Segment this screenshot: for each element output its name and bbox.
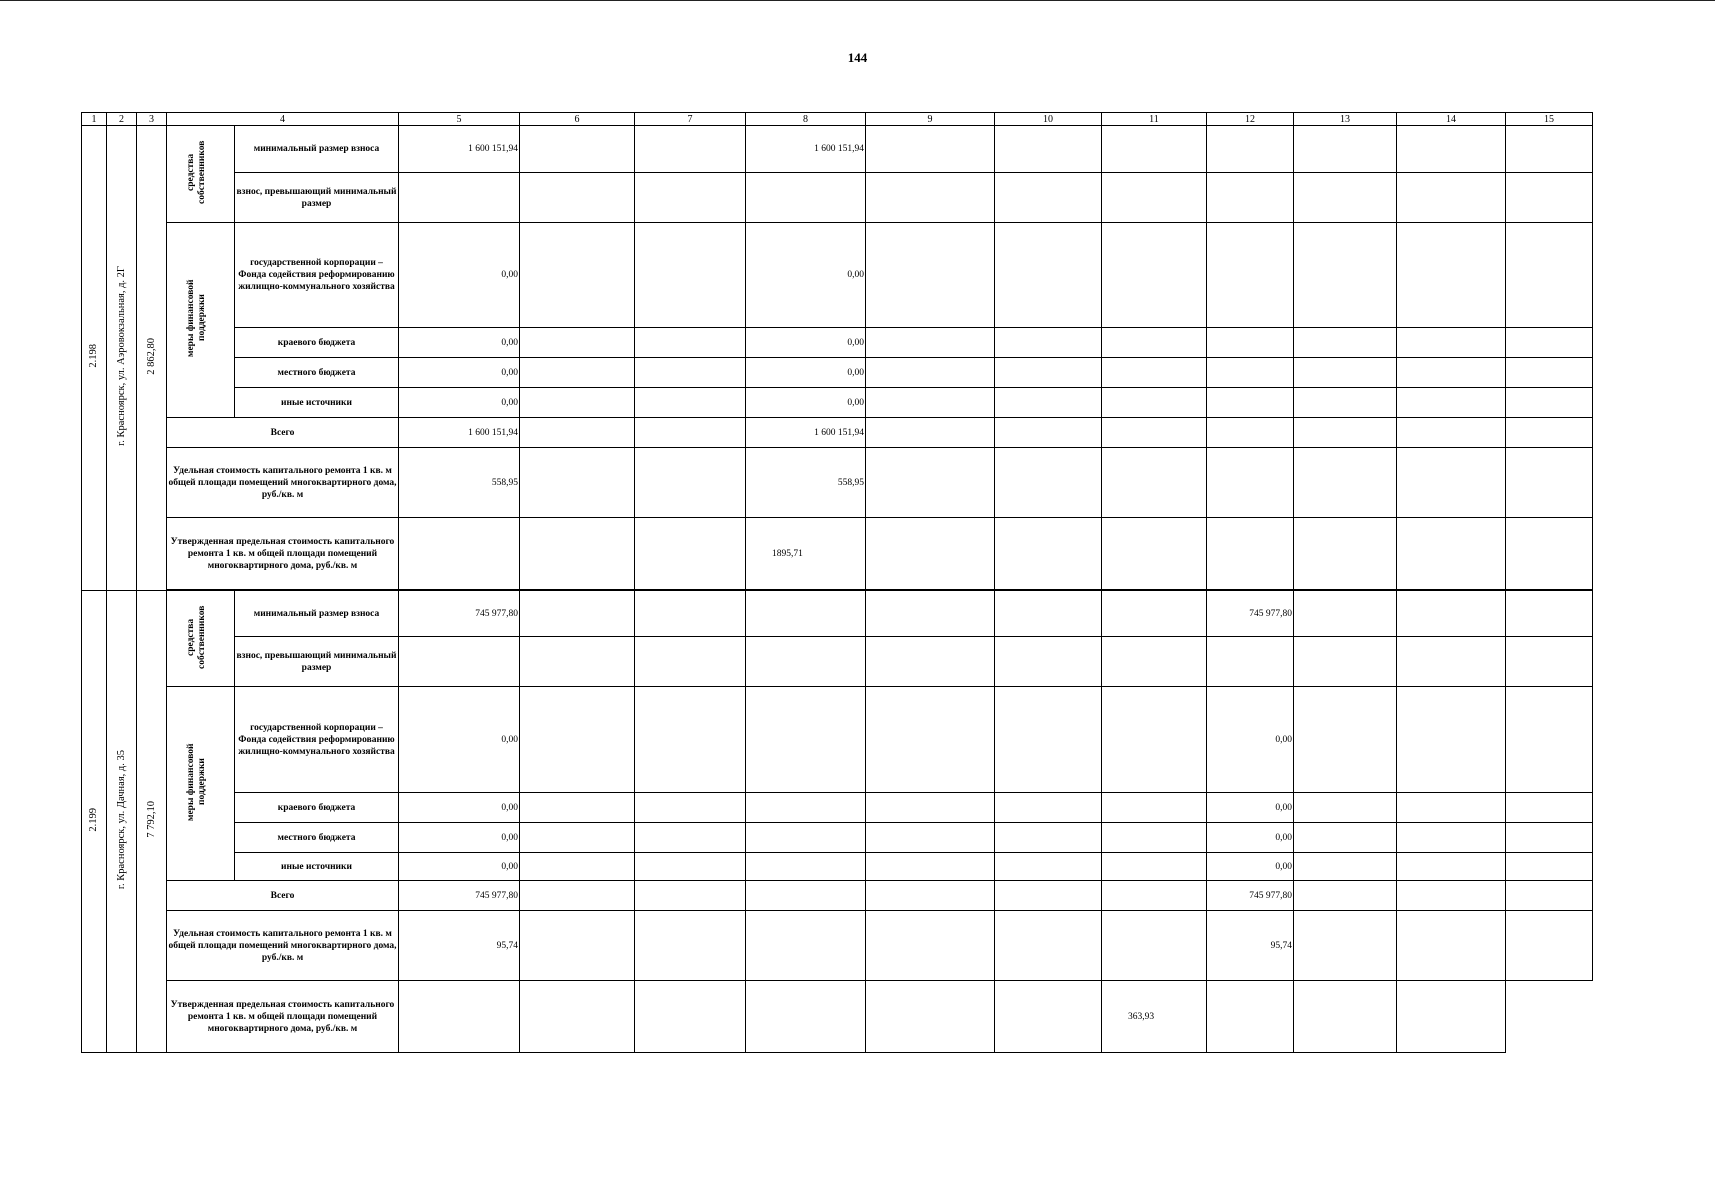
row-label-total: Всего [167,418,399,448]
value-total: 1 600 151,94 [399,418,520,448]
value-unit-cost-col12: 95,74 [1207,911,1294,981]
row-label-local-budget: местного бюджета [235,358,399,388]
col-header: 10 [995,113,1102,126]
value-regional-budget: 0,00 [399,793,520,823]
value-approved-limit: 363,93 [1102,981,1207,1053]
col-header: 13 [1294,113,1397,126]
table-row [82,881,1593,911]
value-other-sources-col12: 0,00 [1207,853,1294,881]
col-header: 7 [635,113,746,126]
col-header: 4 [167,113,399,126]
value-other-sources: 0,00 [399,388,520,418]
table-row [82,637,1593,687]
col-header: 12 [1207,113,1294,126]
table-row [82,591,1593,637]
table-row [82,418,1593,448]
own-funds-group-cell [167,126,235,223]
value-state-corp: 0,00 [399,223,520,328]
item-number-cell [82,126,107,591]
table-row [82,328,1593,358]
row-label-local-budget: местного бюджета [235,823,399,853]
own-funds-group-label: средства собственников [185,140,207,204]
row-label-excess-contribution: взнос, превышающий минимальный размер [235,637,399,687]
item-number-cell [82,591,107,1053]
table-row [82,823,1593,853]
row-label-other-sources: иные источники [235,853,399,881]
row-label-unit-cost: Удельная стоимость капитального ремонта 1 кв. м общей площади помещений многоквартирного дома, руб./кв. м [167,911,399,981]
value-min-contribution: 745 977,80 [399,591,520,637]
col-header: 5 [399,113,520,126]
value-regional-budget: 0,00 [399,328,520,358]
value-local-budget-col8: 0,00 [746,358,866,388]
value-other-sources-col8: 0,00 [746,388,866,418]
row-label-approved-limit: Утвержденная предельная стоимость капитального ремонта 1 кв. м общей площади помещений многоквартирного дома, руб./кв. м [167,981,399,1053]
col-header: 1 [82,113,107,126]
area-cell [137,591,167,1053]
support-group-cell [167,223,235,418]
value-unit-cost-col8: 558,95 [746,448,866,518]
address: г. Красноярск, ул. Аэровокзальная, д. 2Г [115,266,127,446]
table-row [82,173,1593,223]
item-number: 2.199 [88,807,99,832]
col-header: 9 [866,113,995,126]
address-cell [107,126,137,591]
row-label-min-contribution: минимальный размер взноса [235,591,399,637]
col-header: 3 [137,113,167,126]
col-header: 6 [520,113,635,126]
table-row [82,687,1593,793]
row-label-unit-cost: Удельная стоимость капитального ремонта 1 кв. м общей площади помещений многоквартирного дома, руб./кв. м [167,448,399,518]
top-border-line [0,0,1715,1]
table-row [82,981,1593,1053]
support-group-label: меры финансовой поддержки [185,742,207,821]
value-state-corp-col8: 0,00 [746,223,866,328]
table-row [82,126,1593,173]
value-min-contribution: 1 600 151,94 [399,126,520,173]
capital-repair-table [81,112,1593,1053]
row-label-excess-contribution: взнос, превышающий минимальный размер [235,173,399,223]
item-number: 2.198 [88,344,99,368]
value-total-col12: 745 977,80 [1207,881,1294,911]
support-group-label: меры финансовой поддержки [185,279,207,357]
value-total: 745 977,80 [399,881,520,911]
row-label-state-corp: государственной корпорации – Фонда содействия реформированию жилищно-коммунального хозяйства [235,687,399,793]
table-row [82,388,1593,418]
table-row [82,793,1593,823]
row-label-approved-limit: Утвержденная предельная стоимость капитального ремонта 1 кв. м общей площади помещений многоквартирного дома, руб./кв. м [167,518,399,590]
support-group-cell [167,687,235,881]
value-regional-budget-col8: 0,00 [746,328,866,358]
table-row [82,448,1593,518]
table-row [82,358,1593,388]
row-label-min-contribution: минимальный размер взноса [235,126,399,173]
column-number-row [82,113,1593,126]
value-local-budget-col12: 0,00 [1207,823,1294,853]
table-row [82,518,1593,590]
area: 2 862,80 [145,337,157,375]
value-other-sources: 0,00 [399,853,520,881]
col-header: 8 [746,113,866,126]
row-label-state-corp: государственной корпорации – Фонда содействия реформированию жилищно-коммунального хозяйства [235,223,399,328]
row-label-other-sources: иные источники [235,388,399,418]
table-row [82,223,1593,328]
value-min-contribution-col12: 745 977,80 [1207,591,1294,637]
area-cell [137,126,167,591]
value-state-corp-col12: 0,00 [1207,687,1294,793]
value-local-budget: 0,00 [399,823,520,853]
own-funds-group-label: средства собственников [185,604,207,669]
value-unit-cost: 95,74 [399,911,520,981]
value-min-contribution-col8: 1 600 151,94 [746,126,866,173]
row-label-regional-budget: краевого бюджета [235,328,399,358]
value-state-corp: 0,00 [399,687,520,793]
col-header: 11 [1102,113,1207,126]
value-regional-budget-col12: 0,00 [1207,793,1294,823]
table-row [82,911,1593,981]
page-number: 144 [847,50,868,65]
own-funds-group-cell [167,591,235,687]
area: 7 792,10 [145,801,157,838]
value-unit-cost: 558,95 [399,448,520,518]
table-row [82,853,1593,881]
value-approved-limit: 1895,71 [746,518,866,590]
col-header: 15 [1506,113,1593,126]
col-header: 2 [107,113,137,126]
row-label-total: Всего [167,881,399,911]
row-label-regional-budget: краевого бюджета [235,793,399,823]
address-cell [107,591,137,1053]
value-local-budget: 0,00 [399,358,520,388]
col-header: 14 [1397,113,1506,126]
value-total-col8: 1 600 151,94 [746,418,866,448]
address: г. Красноярск, ул. Дачная, д. 35 [115,749,127,890]
